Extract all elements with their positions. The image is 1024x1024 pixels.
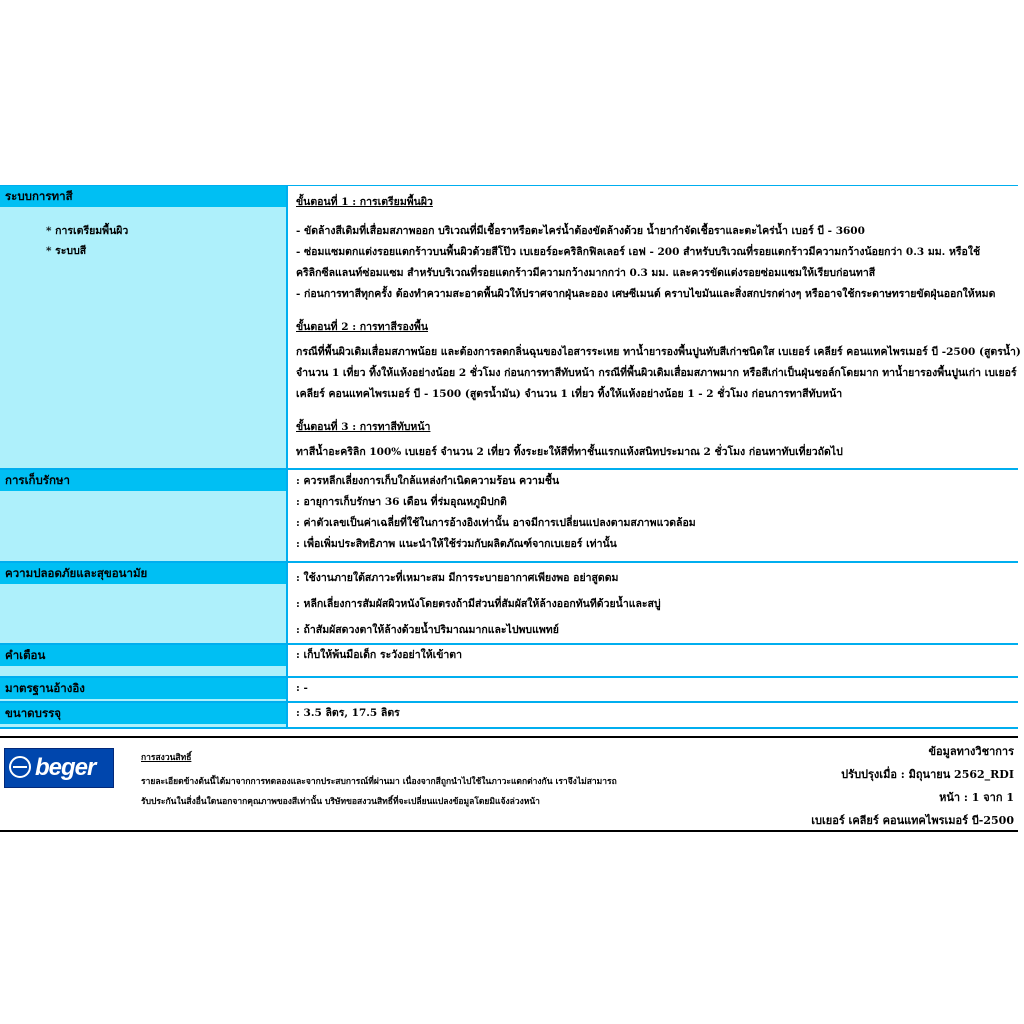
content-cell: [288, 563, 1018, 643]
label-cell: [0, 470, 288, 561]
label-cell: [0, 563, 288, 643]
section-label: ขนาดบรรจุ: [0, 703, 286, 724]
document-footer: [0, 736, 1018, 832]
spec-table: [0, 185, 1021, 729]
section-label: ระบบการทาสี: [0, 186, 286, 207]
sub-label-paint-system: * ระบบสี: [46, 245, 87, 257]
document-meta: [811, 740, 1014, 832]
copyright-title: การสงวนสิทธิ์: [141, 753, 192, 763]
section-label: ความปลอดภัยและสุขอนามัย: [0, 563, 286, 584]
step-1-line: - ซ่อมแซมตกแต่งรอยแตกร้าวบนพื้นผิวด้วยสีโป๊ว เบเยอร์อะคริลิกฟิลเลอร์ เอฟ - 200 สำหรับบริเวณที่รอยแตกร้าวมีความกว้างน้อยกว่า 0.3 มม. หรือใช้: [296, 246, 981, 258]
row-standard: [0, 678, 1018, 703]
beger-logo: [4, 748, 114, 788]
step-3-line: ทาสีน้ำอะคริลิก 100% เบเยอร์ จำนวน 2 เที่ยว ทิ้งระยะให้สีที่ทาชั้นแรกแห้งสนิทประมาณ 2 ชั่วโมง ก่อนทาทับเที่ยวถัดไป: [296, 446, 843, 458]
updated-date: ปรับปรุงเมื่อ : มิถุนายน 2562_RDI: [841, 768, 1014, 781]
sub-label-surface-prep: * การเตรียมพื้นผิว: [46, 225, 129, 237]
copyright-line: รับประกันในสิ่งอื่นใดนอกจากคุณภาพของสีเท่านั้น บริษัทขอสงวนสิทธิ์ที่จะเปลี่ยนแปลงข้อมูลโดยมิแจ้งล่วงหน้า: [141, 797, 540, 807]
copyright-line: รายละเอียดข้างต้นนี้ได้มาจากการทดลองและจากประสบการณ์ที่ผ่านมา เนื่องจากสีถูกนำไปใช้ในภาวะแตกต่างกัน เราจึงไม่สามารถ: [141, 777, 617, 787]
content-cell: [288, 645, 1018, 676]
storage-line: : ควรหลีกเลี่ยงการเก็บใกล้แหล่งกำเนิดความร้อน ความชื้น: [296, 475, 560, 487]
step-1-title: ขั้นตอนที่ 1 : การเตรียมพื้นผิว: [296, 196, 433, 208]
step-2-line: จำนวน 1 เที่ยว ทิ้งให้แห้งอย่างน้อย 2 ชั่วโมง ก่อนการทาสีทับหน้า กรณีที่พื้นผิวเดิมเสื่อมสภาพมาก หรือสีเก่าเป็นฝุ่นชอล์กโดยมาก ทาน้ำยารองพื้นปูนเก่า เบเยอร์: [296, 367, 1017, 379]
row-storage: [0, 470, 1018, 563]
warning-value: : เก็บให้พ้นมือเด็ก ระวังอย่าให้เข้าตา: [296, 649, 463, 661]
step-2-title: ขั้นตอนที่ 2 : การทาสีรองพื้น: [296, 321, 429, 333]
content-cell: [288, 678, 1018, 701]
storage-line: : ค่าตัวเลขเป็นค่าเฉลี่ยที่ใช้ในการอ้างอิงเท่านั้น อาจมีการเปลี่ยนแปลงตามสภาพแวดล้อม: [296, 517, 696, 529]
content-cell: [288, 703, 1018, 727]
doc-type: ข้อมูลทางวิชาการ: [928, 745, 1014, 758]
globe-icon: [9, 756, 31, 778]
label-cell: [0, 703, 288, 727]
step-1-line: - ก่อนการทาสีทุกครั้ง ต้องทำความสะอาดพื้นผิวให้ปราศจากฝุ่นละออง เศษซีเมนต์ คราบไขมันและสิ่งสกปรกต่างๆ หรืออาจใช้กระดาษทรายขัดฝุ่นออกให้หมด: [296, 288, 996, 300]
logo-wordmark: beger: [35, 754, 96, 781]
sub-labels: [0, 207, 286, 261]
label-cell: [0, 186, 288, 468]
section-label: การเก็บรักษา: [0, 470, 286, 491]
content-cell: [288, 470, 1018, 561]
standard-value: : -: [296, 682, 308, 694]
row-safety: [0, 563, 1018, 645]
safety-line: : ถ้าสัมผัสดวงตาให้ล้างด้วยน้ำปริมาณมากและไปพบแพทย์: [296, 624, 559, 636]
row-package-size: [0, 703, 1018, 729]
section-label: มาตรฐานอ้างอิง: [0, 678, 286, 699]
copyright-notice: [141, 750, 617, 812]
step-3-title: ขั้นตอนที่ 3 : การทาสีทับหน้า: [296, 421, 431, 433]
product-name: เบเยอร์ เคลียร์ คอนแทคไพรเมอร์ บี-2500: [811, 814, 1014, 827]
storage-line: : เพื่อเพิ่มประสิทธิภาพ แนะนำให้ใช้ร่วมกับผลิตภัณฑ์จากเบเยอร์ เท่านั้น: [296, 538, 617, 550]
step-1-line: คริลิกซีลแลนท์ซ่อมแซม สำหรับบริเวณที่รอยแตกร้าวมีความกว้างมากกว่า 0.3 มม. และควรขัดแต่งรอยซ่อมแซมให้เรียบก่อนทาสี: [296, 267, 876, 279]
label-cell: [0, 678, 288, 701]
tds-sheet: [0, 185, 1021, 729]
step-1-line: - ขัดล้างสีเดิมที่เสื่อมสภาพออก บริเวณที่มีเชื้อราหรือตะไคร่น้ำต้องขัดล้างด้วย น้ำยากำจัดเชื้อราและตะไคร่น้ำ เบอร์ บี - 3600: [296, 225, 865, 237]
safety-line: : หลีกเลี่ยงการสัมผัสผิวหนังโดยตรงถ้ามีส่วนที่สัมผัสให้ล้างออกทันทีด้วยน้ำและสบู่: [296, 598, 661, 610]
section-label: คำเตือน: [0, 645, 286, 666]
label-cell: [0, 645, 288, 676]
row-painting-system: [0, 186, 1021, 470]
row-warning: [0, 645, 1018, 678]
step-2-line: กรณีที่พื้นผิวเดิมเสื่อมสภาพน้อย และต้องการลดกลิ่นฉุนของไอสารระเหย ทาน้ำยารองพื้นปูนทับสีเก่าชนิดใส เบเยอร์ เคลียร์ คอนแทคไพรเมอร์ บี -2500 (สูตรน้ำ): [296, 346, 1021, 358]
package-value: : 3.5 ลิตร, 17.5 ลิตร: [296, 707, 400, 719]
content-cell: [288, 186, 1021, 468]
page-number: หน้า : 1 จาก 1: [939, 791, 1014, 804]
storage-line: : อายุการเก็บรักษา 36 เดือน ที่ร่มอุณหภูมิปกติ: [296, 496, 507, 508]
safety-line: : ใช้งานภายใต้สภาวะที่เหมาะสม มีการระบายอากาศเพียงพอ อย่าสูดดม: [296, 572, 619, 584]
step-2-line: เคลียร์ คอนแทคไพรเมอร์ บี - 1500 (สูตรน้ำมัน) จำนวน 1 เที่ยว ทิ้งให้แห้งอย่างน้อย 1 - 2 ชั่วโมง ก่อนการทาสีทับหน้า: [296, 388, 843, 400]
